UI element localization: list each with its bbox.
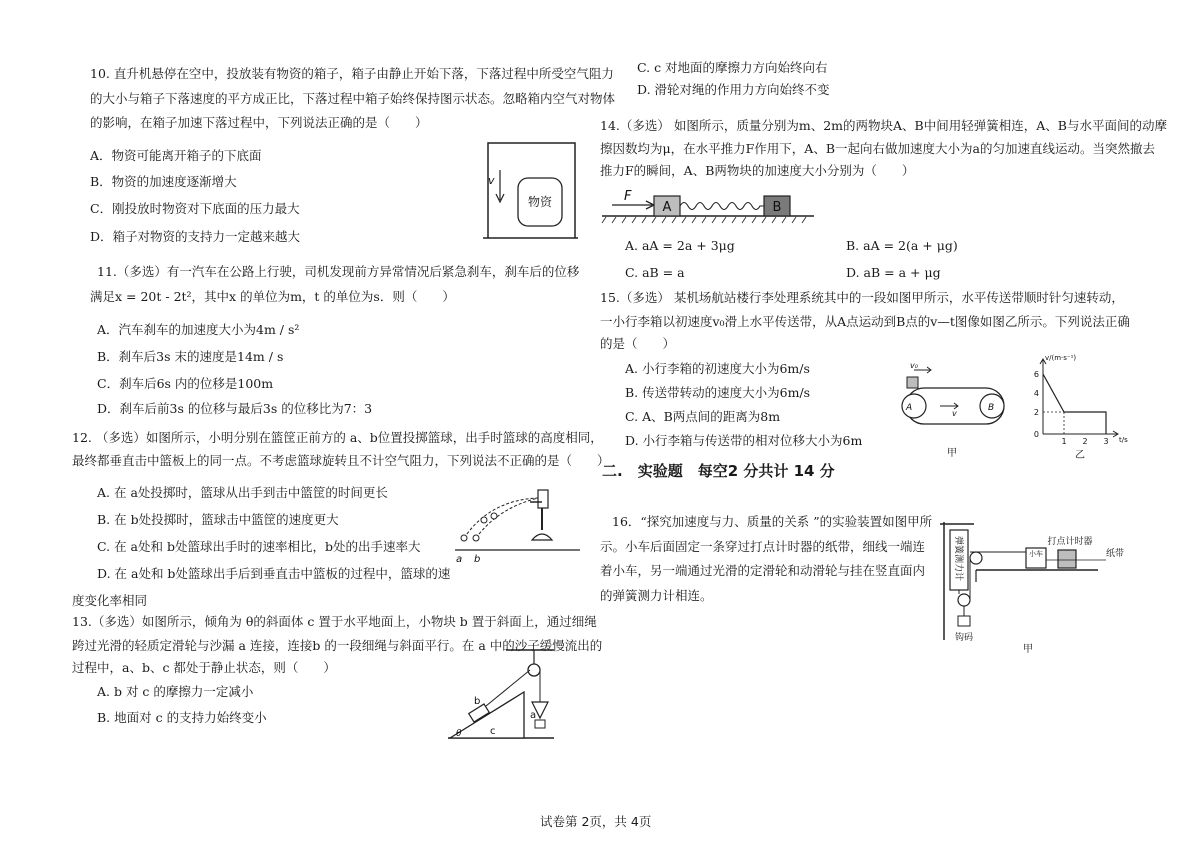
page-footer: 试卷第 2页，共 4页	[540, 814, 652, 829]
q15-option-b: B. 传送带转动的速度大小为6m/s	[625, 385, 811, 400]
q14-option-b: B. aA = 2(a + μg)	[846, 238, 958, 253]
q10-stem-line-3: 的影响，在箱子加速下落过程中，下列说法正确的是（ ）	[90, 115, 428, 130]
q15-option-c: C. A、B两点间的距离为8m	[625, 409, 781, 424]
q10-option-b: B．物资的加速度逐渐增大	[90, 174, 237, 189]
q11-option-c: C．刹车后6s 内的位移是100m	[97, 376, 274, 391]
q14-figure-blocks	[600, 186, 820, 226]
q15-figure-conveyor	[896, 362, 1018, 460]
q10-option-d: D．箱子对物资的支持力一定越来越大	[90, 229, 301, 244]
q11-option-a: A．汽车刹车的加速度大小为4m / s²	[97, 322, 300, 337]
q16-figure-apparatus	[938, 520, 1138, 656]
q12-option-a: A. 在 a处投掷时，篮球从出手到击中篮筐的时间更长	[97, 485, 388, 500]
q16-stem-line-1: 16．“探究加速度与力、质量的关系 ”的实验装置如图甲所	[612, 514, 933, 529]
q14-option-c: C. aB = a	[625, 265, 685, 280]
q16-stem-line-3: 着小车，另一端通过光滑的定滑轮和动滑轮与挂在竖直面内	[600, 563, 926, 578]
q10-stem-line-2: 的大小与箱子下落速度的平方成正比，下落过程中箱子始终保持图示状态。忽略箱内空气对物体	[90, 91, 616, 106]
q13-option-a: A. b 对 c 的摩擦力一定减小	[97, 684, 254, 699]
section-experiment-title: 二. 实验题 每空2 分共计 14 分	[602, 462, 835, 480]
q16-stem-line-2: 示。小车后面固定一条穿过打点计时器的纸带，细线一端连	[600, 539, 926, 554]
q16-timer-label: 打点计时器	[1047, 537, 1093, 547]
q15-graph-xtick-3: 3	[1103, 437, 1109, 446]
q15-graph-xlabel: t/s	[1119, 436, 1128, 444]
q13-label-b: b	[474, 696, 481, 707]
q15-graph-ylabel: v/(m·s⁻¹)	[1045, 354, 1077, 362]
q13-option-d: D. 滑轮对绳的作用力方向始终不变	[637, 82, 830, 97]
q14-option-a: A. aA = 2a + 3μg	[625, 238, 735, 253]
q15-figure-vt-graph	[1035, 350, 1135, 460]
q14-stem-line-1: 14.（多选） 如图所示，质量分别为m、2m的两物块A、B中间用轻弹簧相连，A、B与水平面间的动摩	[600, 118, 1167, 133]
q10-v-label: v	[488, 174, 495, 187]
q10-option-c: C．刚投放时物资对下底面的压力最大	[90, 201, 300, 216]
q13-stem-line-1: 13.（多选）如图所示，倾角为 θ的斜面体 c 置于水平地面上，小物块 b 置于斜面上，通过细绳	[72, 614, 597, 629]
q13-label-a: a	[530, 710, 537, 721]
q15-point-b: B	[988, 403, 995, 413]
q15-caption-yi: 乙	[1075, 450, 1085, 461]
q12-stem-line-1: 12. （多选）如图所示，小明分别在篮筐正前方的 a、b位置投掷篮球，出手时篮球的高度相同，	[72, 430, 603, 445]
q15-v0-label: v₀	[910, 361, 918, 370]
q12-label-a: a	[456, 554, 463, 565]
q10-figure-box	[480, 138, 580, 244]
q11-option-b: B．刹车后3s 末的速度是14m / s	[97, 349, 284, 364]
q14-force-label: F	[624, 189, 632, 204]
q11-stem-line-1: 11.（多选）有一汽车在公路上行驶，司机发现前方异常情况后紧急刹车，刹车后的位移	[97, 264, 580, 279]
q12-option-d-cont: 度变化率相同	[72, 593, 148, 608]
q13-option-b: B. 地面对 c 的支持力始终变小	[97, 710, 267, 725]
q16-spring-scale-label: 弹簧测力计	[953, 536, 963, 582]
q15-graph-xtick-0: 0	[1033, 430, 1039, 439]
q16-weight-label: 钩码	[954, 633, 974, 643]
q15-point-a: A	[906, 403, 913, 413]
q15-stem-line-1: 15.（多选） 某机场航站楼行李处理系统其中的一段如图甲所示，水平传送带顺时针匀速转动，	[600, 290, 1124, 305]
q15-graph-xtick-1: 1	[1061, 437, 1067, 446]
q16-stem-line-4: 的弹簧测力计相连。	[600, 588, 713, 603]
q10-option-a: A．物资可能离开箱子的下底面	[90, 148, 262, 163]
q14-option-d: D. aB = a + μg	[846, 265, 941, 280]
q12-option-c: C. 在 a处和 b处篮球出手时的速率相比，b处的出手速率大	[97, 539, 421, 554]
q13-option-c: C. c 对地面的摩擦力方向始终向右	[637, 60, 828, 75]
q11-stem-line-2: 满足x = 20t - 2t²，其中x 的单位为m，t 的单位为s．则（ ）	[90, 289, 455, 304]
q16-tape-label: 纸带	[1106, 549, 1125, 559]
q15-graph-ytick-4: 4	[1033, 389, 1039, 398]
q15-option-d: D. 小行李箱与传送带的相对位移大小为6m	[625, 433, 863, 448]
q15-graph-xtick-2: 2	[1082, 437, 1088, 446]
q14-stem-line-3: 推力F的瞬间，A、B两物块的加速度大小分别为（ ）	[600, 163, 915, 178]
q15-stem-line-2: 一小行李箱以初速度v₀滑上水平传送带，从A点运动到B点的v—t图像如图乙所示。下列说法正确	[600, 314, 1130, 329]
q15-graph-ytick-6: 6	[1033, 370, 1039, 379]
q13-stem-line-3: 过程中，a、b、c 都处于静止状态，则（ ）	[72, 660, 336, 675]
q15-graph-ytick-2: 2	[1033, 408, 1039, 417]
q16-caption: 甲	[1023, 644, 1033, 655]
q15-v-label: v	[952, 409, 957, 418]
q10-box-label: 物资	[527, 195, 553, 209]
q13-figure-incline	[446, 642, 558, 744]
q12-figure-basketball	[450, 482, 585, 568]
q12-stem-line-2: 最终都垂直击中篮板上的同一点。不考虑篮球旋转且不计空气阻力，下列说法不正确的是（ ）	[72, 453, 610, 468]
q13-label-c: c	[490, 726, 496, 737]
q12-option-b: B. 在 b处投掷时，篮球击中篮筐的速度更大	[97, 512, 339, 527]
q15-caption-jia: 甲	[947, 448, 957, 459]
q15-stem-line-3: 的是（ ）	[600, 336, 676, 351]
q10-stem-line-1: 10. 直升机悬停在空中，投放装有物资的箱子，箱子由静止开始下落，下落过程中所受空气阻力	[90, 66, 614, 81]
q14-stem-line-2: 擦因数均为μ，在水平推力F作用下，A、B一起向右做加速度大小为a的匀加速直线运动。当突然撤去	[600, 141, 1155, 156]
q15-option-a: A. 小行李箱的初速度大小为6m/s	[625, 361, 810, 376]
q14-block-b: B	[772, 200, 782, 215]
q12-label-b: b	[474, 554, 481, 565]
q13-label-theta: θ	[456, 729, 462, 739]
q13-stem-line-2: 跨过光滑的轻质定滑轮与沙漏 a 连接，连接b 的一段细绳与斜面平行。在 a 中的沙子缓慢流出的	[72, 638, 603, 653]
q11-option-d: D．刹车后前3s 的位移与最后3s 的位移比为7：3	[97, 401, 373, 416]
q16-cart-label: 小车	[1029, 550, 1043, 558]
q12-option-d: D. 在 a处和 b处篮球出手后到垂直击中篮板的过程中，篮球的速	[97, 566, 451, 581]
q14-block-a: A	[662, 200, 672, 215]
